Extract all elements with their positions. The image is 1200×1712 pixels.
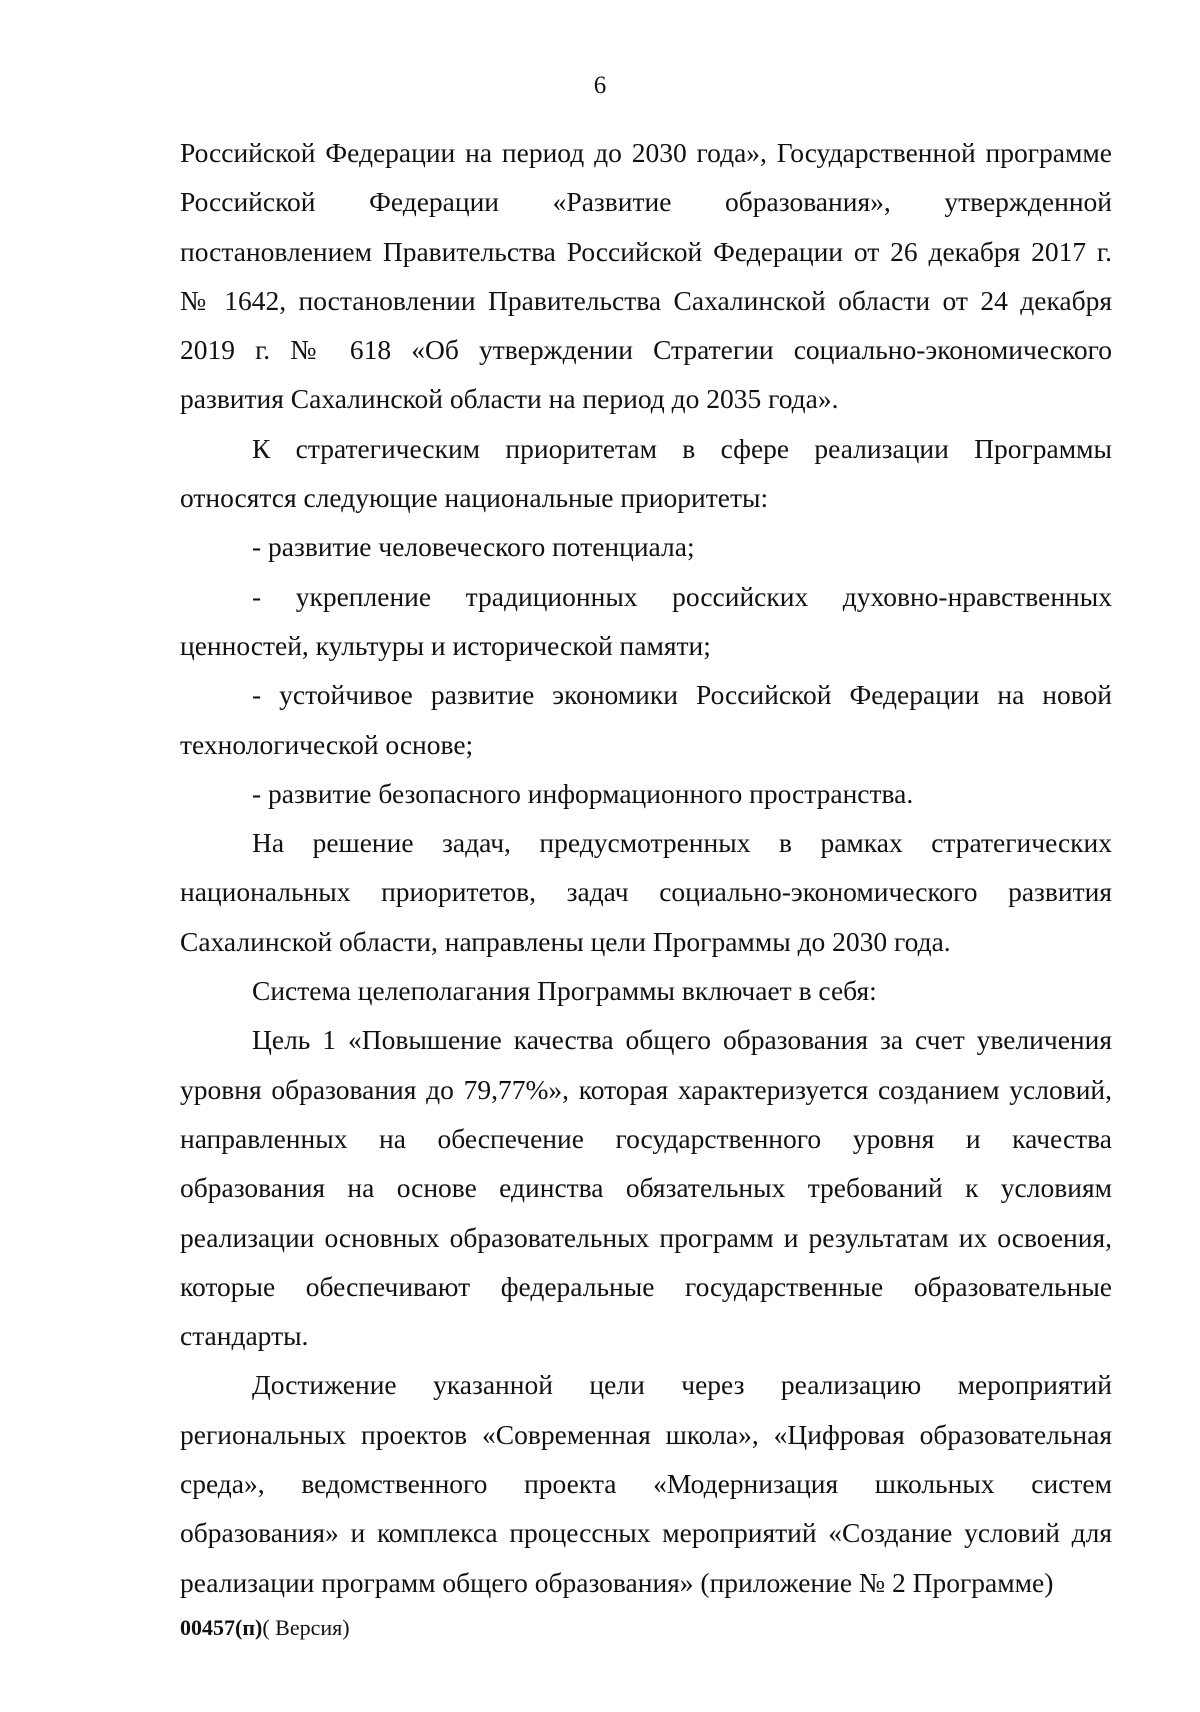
list-item: - укрепление традиционных российских духовно-нравственных ценностей, культуры и исторической памяти; [180,580,1112,661]
paragraph: Достижение указанной цели через реализацию мероприятий региональных проектов «Современная школа», «Цифровая образовательная среда», ведомственного проекта «Модернизация школьных систем образования» и комплекса процессных мероприятий «Создание условий для реализации программ общего образования» (приложение № 2 Программе) [180,1369,1112,1598]
paragraph: Цель 1 «Повышение качества общего образования за счет увеличения уровня образования до 79,77%», которая характеризуется созданием условий, направленных на обеспечение государственного уровня и качества образования на основе единства обязательных требований к условиям реализации основных образовательных программ и результатам их освоения, которые обеспечивают федеральные государственные образовательные стандарты. [180,1024,1112,1352]
paragraph: Российской Федерации на период до 2030 года», Государственной программе Российской Федерации «Развитие образования», утвержденной постановлением Правительства Российской Федерации от 26 декабря 2017 г. № 1642, постановлении Правительства Сахалинской области от 24 декабря 2019 г. № 618 «Об утверждении Стратегии социально-экономического развития Сахалинской области на период до 2035 года». [180,137,1112,415]
list-item: - устойчивое развитие экономики Российской Федерации на новой технологической основе; [180,679,1112,760]
document-version: ( Версия) [262,1615,350,1640]
paragraph: На решение задач, предусмотренных в рамках стратегических национальных приоритетов, задач социально-экономического развития Сахалинской области, направлены цели Программы до 2030 года. [180,827,1112,957]
list-item: - развитие безопасного информационного пространства. [252,777,914,809]
paragraph: К стратегическим приоритетам в сфере реализации Программы относятся следующие национальные приоритеты: [180,432,1112,514]
page-number: 6 [593,72,607,99]
document-footer [180,1615,350,1641]
paragraph: Система целеполагания Программы включает в себя: [252,975,877,1007]
document-code: 00457(п) [180,1615,263,1640]
body-text [180,128,1112,1607]
list-item: - развитие человеческого потенциала; [252,531,695,563]
